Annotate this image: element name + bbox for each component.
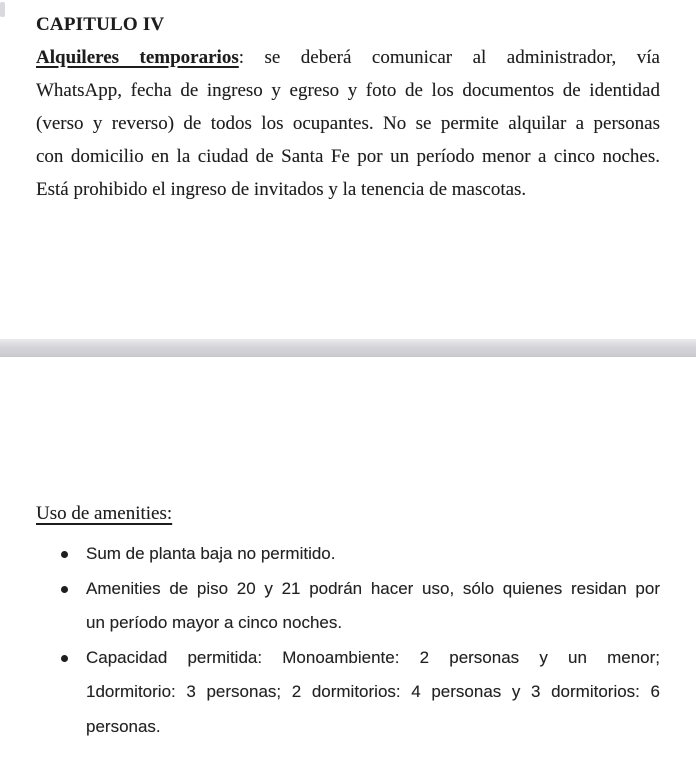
list-item [36, 572, 660, 641]
list-item-line: personas. [86, 716, 161, 736]
paragraph-lead: Alquileres temporarios [36, 47, 239, 68]
paragraph-line: Está prohibido el ingreso de invitados y la tenencia de mascotas. [36, 179, 527, 200]
paragraph-line: WhatsApp, fecha de ingreso y egreso y foto de los documentos de identidad [36, 80, 660, 101]
list-item-line: 1dormitorio: 3 personas; 2 dormitorios: 4 personas y 3 dormitorios: 6 [86, 682, 660, 701]
list-item [36, 537, 660, 572]
paragraph-line: con domicilio en la ciudad de Santa Fe por un período menor a cinco noches. [36, 146, 660, 167]
paragraph-line-text: se deberá comunicar al administrador, vía [244, 47, 660, 68]
list-item [36, 641, 660, 745]
paragraph-line [36, 41, 660, 74]
amenities-heading: Uso de amenities: [36, 503, 173, 524]
paragraph-lead-colon: : [238, 47, 244, 68]
page-break-band [0, 339, 696, 357]
bullet-dot-icon [61, 551, 68, 558]
list-item-line: Sum de planta baja no permitido. [86, 544, 336, 563]
chapter-heading: CAPITULO IV [36, 14, 165, 35]
bullet-dot-icon [61, 586, 68, 593]
paragraph-line: (verso y reverso) de todos los ocupantes. No se permite alquilar a personas [36, 113, 660, 134]
list-item-line: Amenities de piso 20 y 21 podrán hacer uso, sólo quienes residan por [86, 578, 660, 598]
scan-artifact [0, 2, 5, 17]
amenities-list [36, 537, 660, 744]
list-item-line: un período mayor a cinco noches. [86, 613, 343, 632]
list-item-line: Capacidad permitida: Monoambiente: 2 personas y un menor; [86, 647, 660, 667]
paragraph-alquileres [36, 41, 660, 206]
bullet-dot-icon [61, 655, 68, 662]
